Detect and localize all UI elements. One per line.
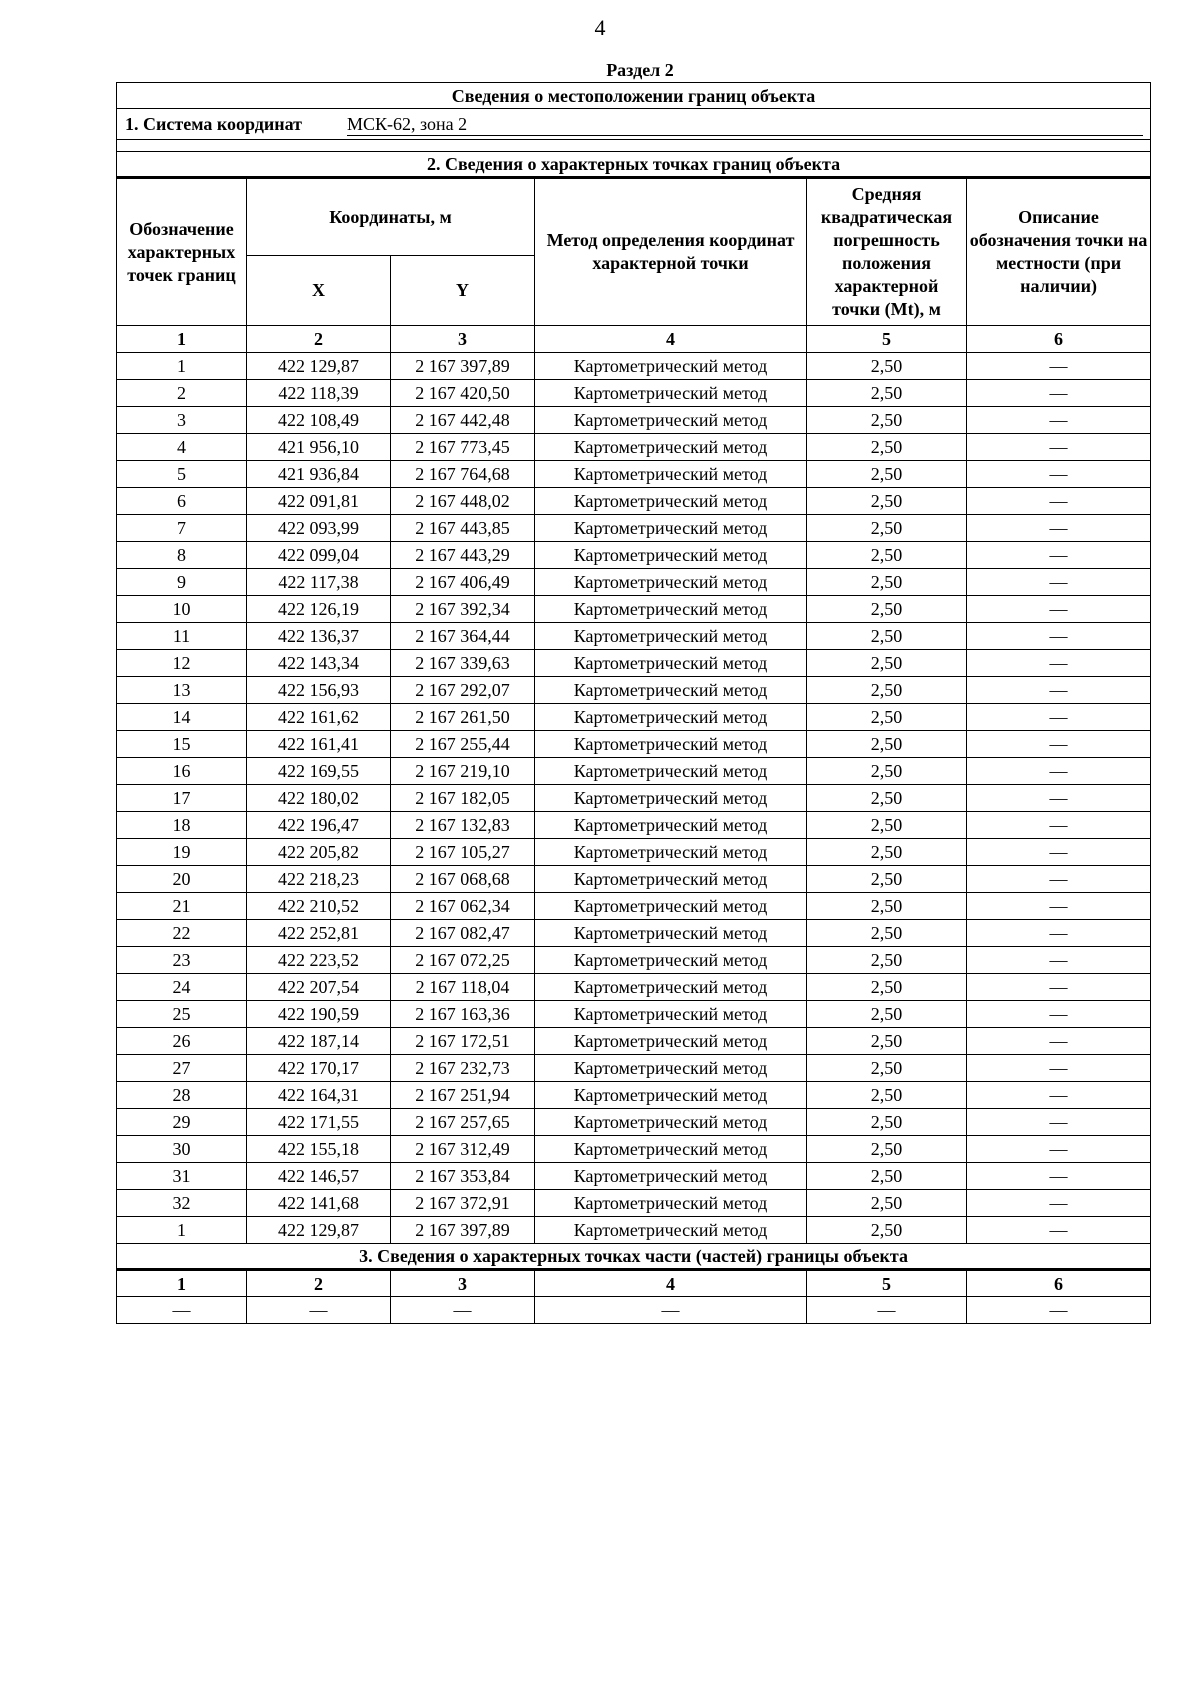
- error-cell: 2,50: [807, 731, 967, 758]
- method-cell: Картометрический метод: [535, 596, 807, 623]
- error-cell: 2,50: [807, 488, 967, 515]
- table-title-row: [117, 83, 1151, 109]
- y-coordinate-cell: 2 167 292,07: [391, 677, 535, 704]
- description-cell: —: [967, 704, 1151, 731]
- x-coordinate-cell: 422 196,47: [247, 812, 391, 839]
- error-cell: 2,50: [807, 1136, 967, 1163]
- description-cell: —: [967, 1217, 1151, 1244]
- description-cell: —: [967, 731, 1151, 758]
- table-row: [117, 542, 1151, 569]
- y-coordinate-cell: 2 167 261,50: [391, 704, 535, 731]
- subsection2-title-row: [117, 152, 1151, 178]
- description-cell: —: [967, 785, 1151, 812]
- table-row: [117, 704, 1151, 731]
- coordinate-system-cell: [117, 109, 1151, 140]
- table-row: [117, 434, 1151, 461]
- header-point: Обозначение характерных точек границ: [117, 178, 247, 326]
- y-coordinate-cell: 2 167 372,91: [391, 1190, 535, 1217]
- point-number-cell: 32: [117, 1190, 247, 1217]
- description-cell: —: [967, 596, 1151, 623]
- table-row: [117, 1163, 1151, 1190]
- x-coordinate-cell: 422 180,02: [247, 785, 391, 812]
- error-cell: 2,50: [807, 920, 967, 947]
- x-coordinate-cell: 422 156,93: [247, 677, 391, 704]
- x-coordinate-cell: 422 117,38: [247, 569, 391, 596]
- x-coordinate-cell: 422 207,54: [247, 974, 391, 1001]
- description-cell: —: [967, 677, 1151, 704]
- y-coordinate-cell: 2 167 443,29: [391, 542, 535, 569]
- table-row: [117, 461, 1151, 488]
- error-cell: 2,50: [807, 893, 967, 920]
- table-row: [117, 758, 1151, 785]
- header-coordinates: Координаты, м: [247, 178, 535, 256]
- table-row: [117, 623, 1151, 650]
- method-cell: Картометрический метод: [535, 1217, 807, 1244]
- point-number-cell: 31: [117, 1163, 247, 1190]
- description-cell: —: [967, 920, 1151, 947]
- point-number-cell: 21: [117, 893, 247, 920]
- table-row: [117, 893, 1151, 920]
- header-row-1: [117, 178, 1151, 256]
- column-number: 1: [117, 1270, 247, 1297]
- x-coordinate-cell: 422 155,18: [247, 1136, 391, 1163]
- y-coordinate-cell: 2 167 182,05: [391, 785, 535, 812]
- x-coordinate-cell: 422 093,99: [247, 515, 391, 542]
- spacer-cell: [117, 140, 1151, 152]
- x-coordinate-cell: 422 170,17: [247, 1055, 391, 1082]
- error-cell: 2,50: [807, 1190, 967, 1217]
- description-cell: —: [967, 893, 1151, 920]
- y-coordinate-cell: 2 167 062,34: [391, 893, 535, 920]
- point-number-cell: 2: [117, 380, 247, 407]
- y-coordinate-cell: 2 167 163,36: [391, 1001, 535, 1028]
- description-cell: —: [967, 434, 1151, 461]
- point-number-cell: 7: [117, 515, 247, 542]
- table-row: [117, 1055, 1151, 1082]
- page-number: 4: [594, 15, 606, 40]
- description-cell: —: [967, 812, 1151, 839]
- table-row: [117, 380, 1151, 407]
- y-coordinate-cell: 2 167 442,48: [391, 407, 535, 434]
- point-number-cell: 8: [117, 542, 247, 569]
- column-number: 3: [391, 326, 535, 353]
- method-cell: Картометрический метод: [535, 893, 807, 920]
- description-cell: —: [967, 866, 1151, 893]
- y-coordinate-cell: 2 167 397,89: [391, 1217, 535, 1244]
- description-cell: —: [967, 839, 1151, 866]
- header-method: Метод определения координат характерной точки: [535, 178, 807, 326]
- y-coordinate-cell: 2 167 406,49: [391, 569, 535, 596]
- y-coordinate-cell: 2 167 255,44: [391, 731, 535, 758]
- table-row: [117, 1190, 1151, 1217]
- part-cell: —: [967, 1297, 1151, 1324]
- table-row: [117, 488, 1151, 515]
- point-number-cell: 10: [117, 596, 247, 623]
- y-coordinate-cell: 2 167 339,63: [391, 650, 535, 677]
- x-coordinate-cell: 421 936,84: [247, 461, 391, 488]
- column-number: 2: [247, 1270, 391, 1297]
- description-cell: —: [967, 1190, 1151, 1217]
- column-number: 4: [535, 326, 807, 353]
- x-coordinate-cell: 422 171,55: [247, 1109, 391, 1136]
- method-cell: Картометрический метод: [535, 1082, 807, 1109]
- error-cell: 2,50: [807, 785, 967, 812]
- part-cell: —: [247, 1297, 391, 1324]
- point-number-cell: 14: [117, 704, 247, 731]
- column-number: 1: [117, 326, 247, 353]
- column-number: 4: [535, 1270, 807, 1297]
- description-cell: —: [967, 1109, 1151, 1136]
- error-cell: 2,50: [807, 353, 967, 380]
- method-cell: Картометрический метод: [535, 812, 807, 839]
- point-number-cell: 16: [117, 758, 247, 785]
- table-row: [117, 1136, 1151, 1163]
- method-cell: Картометрический метод: [535, 434, 807, 461]
- point-number-cell: 1: [117, 1217, 247, 1244]
- x-coordinate-cell: 422 252,81: [247, 920, 391, 947]
- y-coordinate-cell: 2 167 172,51: [391, 1028, 535, 1055]
- method-cell: Картометрический метод: [535, 974, 807, 1001]
- table-row: [117, 677, 1151, 704]
- table-row: [117, 812, 1151, 839]
- x-coordinate-cell: 422 108,49: [247, 407, 391, 434]
- point-number-cell: 20: [117, 866, 247, 893]
- table-row: [117, 1109, 1151, 1136]
- method-cell: Картометрический метод: [535, 704, 807, 731]
- point-number-cell: 27: [117, 1055, 247, 1082]
- table-title: Сведения о местоположении границ объекта: [117, 83, 1151, 109]
- method-cell: Картометрический метод: [535, 515, 807, 542]
- column-numbers-row: [117, 326, 1151, 353]
- method-cell: Картометрический метод: [535, 758, 807, 785]
- description-cell: —: [967, 1082, 1151, 1109]
- error-cell: 2,50: [807, 704, 967, 731]
- table-row: [117, 920, 1151, 947]
- point-number-cell: 11: [117, 623, 247, 650]
- y-coordinate-cell: 2 167 392,34: [391, 596, 535, 623]
- error-cell: 2,50: [807, 1028, 967, 1055]
- point-number-cell: 29: [117, 1109, 247, 1136]
- x-coordinate-cell: 422 210,52: [247, 893, 391, 920]
- description-cell: —: [967, 407, 1151, 434]
- point-number-cell: 9: [117, 569, 247, 596]
- y-coordinate-cell: 2 167 312,49: [391, 1136, 535, 1163]
- x-coordinate-cell: 422 146,57: [247, 1163, 391, 1190]
- column-number: 5: [807, 326, 967, 353]
- method-cell: Картометрический метод: [535, 569, 807, 596]
- y-coordinate-cell: 2 167 443,85: [391, 515, 535, 542]
- part-column-numbers-row: [117, 1270, 1151, 1297]
- description-cell: —: [967, 515, 1151, 542]
- coordinate-system-value: МСК-62, зона 2: [347, 113, 1143, 136]
- y-coordinate-cell: 2 167 764,68: [391, 461, 535, 488]
- x-coordinate-cell: 422 187,14: [247, 1028, 391, 1055]
- table-row: [117, 785, 1151, 812]
- table-row: [117, 353, 1151, 380]
- description-cell: —: [967, 488, 1151, 515]
- x-coordinate-cell: 422 190,59: [247, 1001, 391, 1028]
- column-number: 6: [967, 326, 1151, 353]
- error-cell: 2,50: [807, 1109, 967, 1136]
- part-cell: —: [391, 1297, 535, 1324]
- method-cell: Картометрический метод: [535, 461, 807, 488]
- description-cell: —: [967, 758, 1151, 785]
- column-number: 6: [967, 1270, 1151, 1297]
- point-number-cell: 30: [117, 1136, 247, 1163]
- description-cell: —: [967, 1055, 1151, 1082]
- error-cell: 2,50: [807, 569, 967, 596]
- y-coordinate-cell: 2 167 773,45: [391, 434, 535, 461]
- y-coordinate-cell: 2 167 364,44: [391, 623, 535, 650]
- point-number-cell: 12: [117, 650, 247, 677]
- description-cell: —: [967, 380, 1151, 407]
- error-cell: 2,50: [807, 677, 967, 704]
- x-coordinate-cell: 422 161,41: [247, 731, 391, 758]
- error-cell: 2,50: [807, 623, 967, 650]
- method-cell: Картометрический метод: [535, 1001, 807, 1028]
- method-cell: Картометрический метод: [535, 920, 807, 947]
- error-cell: 2,50: [807, 542, 967, 569]
- error-cell: 2,50: [807, 1163, 967, 1190]
- error-cell: 2,50: [807, 596, 967, 623]
- part-row: [117, 1297, 1151, 1324]
- header-error: Средняя квадратическая погрешность положения характерной точки (Mt), м: [807, 178, 967, 326]
- table-row: [117, 1082, 1151, 1109]
- error-cell: 2,50: [807, 947, 967, 974]
- y-coordinate-cell: 2 167 132,83: [391, 812, 535, 839]
- header-y: Y: [391, 256, 535, 326]
- table-row: [117, 866, 1151, 893]
- point-number-cell: 18: [117, 812, 247, 839]
- x-coordinate-cell: 422 091,81: [247, 488, 391, 515]
- method-cell: Картометрический метод: [535, 380, 807, 407]
- error-cell: 2,50: [807, 1082, 967, 1109]
- description-cell: —: [967, 650, 1151, 677]
- y-coordinate-cell: 2 167 448,02: [391, 488, 535, 515]
- part-cell: —: [535, 1297, 807, 1324]
- method-cell: Картометрический метод: [535, 785, 807, 812]
- error-cell: 2,50: [807, 866, 967, 893]
- part-cell: —: [807, 1297, 967, 1324]
- method-cell: Картометрический метод: [535, 623, 807, 650]
- error-cell: 2,50: [807, 974, 967, 1001]
- method-cell: Картометрический метод: [535, 839, 807, 866]
- error-cell: 2,50: [807, 1217, 967, 1244]
- description-cell: —: [967, 623, 1151, 650]
- table-row: [117, 650, 1151, 677]
- description-cell: —: [967, 542, 1151, 569]
- point-number-cell: 28: [117, 1082, 247, 1109]
- method-cell: Картометрический метод: [535, 1028, 807, 1055]
- x-coordinate-cell: 422 118,39: [247, 380, 391, 407]
- x-coordinate-cell: 422 129,87: [247, 1217, 391, 1244]
- method-cell: Картометрический метод: [535, 488, 807, 515]
- description-cell: —: [967, 353, 1151, 380]
- error-cell: 2,50: [807, 839, 967, 866]
- point-number-cell: 4: [117, 434, 247, 461]
- y-coordinate-cell: 2 167 420,50: [391, 380, 535, 407]
- table-row: [117, 407, 1151, 434]
- boundary-table: [116, 82, 1151, 1324]
- x-coordinate-cell: 422 205,82: [247, 839, 391, 866]
- y-coordinate-cell: 2 167 232,73: [391, 1055, 535, 1082]
- description-cell: —: [967, 569, 1151, 596]
- x-coordinate-cell: 422 161,62: [247, 704, 391, 731]
- x-coordinate-cell: 422 126,19: [247, 596, 391, 623]
- error-cell: 2,50: [807, 812, 967, 839]
- point-number-cell: 6: [117, 488, 247, 515]
- y-coordinate-cell: 2 167 251,94: [391, 1082, 535, 1109]
- points-body: [117, 353, 1151, 1244]
- column-number: 3: [391, 1270, 535, 1297]
- description-cell: —: [967, 461, 1151, 488]
- point-number-cell: 23: [117, 947, 247, 974]
- method-cell: Картометрический метод: [535, 947, 807, 974]
- table-row: [117, 731, 1151, 758]
- x-coordinate-cell: 422 129,87: [247, 353, 391, 380]
- subsection2-title: 2. Сведения о характерных точках границ объекта: [117, 152, 1151, 178]
- error-cell: 2,50: [807, 650, 967, 677]
- description-cell: —: [967, 1001, 1151, 1028]
- x-coordinate-cell: 421 956,10: [247, 434, 391, 461]
- point-number-cell: 15: [117, 731, 247, 758]
- description-cell: —: [967, 1028, 1151, 1055]
- header-x: X: [247, 256, 391, 326]
- description-cell: —: [967, 1163, 1151, 1190]
- table-row: [117, 515, 1151, 542]
- coordinate-system-row: [117, 109, 1151, 140]
- x-coordinate-cell: 422 141,68: [247, 1190, 391, 1217]
- y-coordinate-cell: 2 167 118,04: [391, 974, 535, 1001]
- point-number-cell: 1: [117, 353, 247, 380]
- spacer-row: [117, 140, 1151, 152]
- table-row: [117, 947, 1151, 974]
- x-coordinate-cell: 422 218,23: [247, 866, 391, 893]
- table-row: [117, 1217, 1151, 1244]
- point-number-cell: 17: [117, 785, 247, 812]
- method-cell: Картометрический метод: [535, 731, 807, 758]
- table-row: [117, 839, 1151, 866]
- error-cell: 2,50: [807, 380, 967, 407]
- y-coordinate-cell: 2 167 068,68: [391, 866, 535, 893]
- point-number-cell: 22: [117, 920, 247, 947]
- column-number: 5: [807, 1270, 967, 1297]
- table-row: [117, 1028, 1151, 1055]
- x-coordinate-cell: 422 169,55: [247, 758, 391, 785]
- point-number-cell: 25: [117, 1001, 247, 1028]
- method-cell: Картометрический метод: [535, 1163, 807, 1190]
- error-cell: 2,50: [807, 515, 967, 542]
- error-cell: 2,50: [807, 434, 967, 461]
- table-row: [117, 596, 1151, 623]
- method-cell: Картометрический метод: [535, 677, 807, 704]
- y-coordinate-cell: 2 167 219,10: [391, 758, 535, 785]
- y-coordinate-cell: 2 167 257,65: [391, 1109, 535, 1136]
- error-cell: 2,50: [807, 461, 967, 488]
- error-cell: 2,50: [807, 1001, 967, 1028]
- method-cell: Картометрический метод: [535, 542, 807, 569]
- method-cell: Картометрический метод: [535, 866, 807, 893]
- table-row: [117, 974, 1151, 1001]
- method-cell: Картометрический метод: [535, 1109, 807, 1136]
- point-number-cell: 19: [117, 839, 247, 866]
- method-cell: Картометрический метод: [535, 1136, 807, 1163]
- error-cell: 2,50: [807, 1055, 967, 1082]
- x-coordinate-cell: 422 143,34: [247, 650, 391, 677]
- point-number-cell: 13: [117, 677, 247, 704]
- description-cell: —: [967, 947, 1151, 974]
- method-cell: Картометрический метод: [535, 1055, 807, 1082]
- table-row: [117, 1001, 1151, 1028]
- point-number-cell: 3: [117, 407, 247, 434]
- method-cell: Картометрический метод: [535, 1190, 807, 1217]
- error-cell: 2,50: [807, 407, 967, 434]
- y-coordinate-cell: 2 167 397,89: [391, 353, 535, 380]
- y-coordinate-cell: 2 167 105,27: [391, 839, 535, 866]
- x-coordinate-cell: 422 136,37: [247, 623, 391, 650]
- method-cell: Картометрический метод: [535, 353, 807, 380]
- point-number-cell: 24: [117, 974, 247, 1001]
- y-coordinate-cell: 2 167 082,47: [391, 920, 535, 947]
- part-cell: —: [117, 1297, 247, 1324]
- error-cell: 2,50: [807, 758, 967, 785]
- x-coordinate-cell: 422 164,31: [247, 1082, 391, 1109]
- coordinate-system-label: 1. Система координат: [125, 113, 302, 134]
- point-number-cell: 26: [117, 1028, 247, 1055]
- subsection3-title: 3. Сведения о характерных точках части (частей) границы объекта: [117, 1244, 1151, 1270]
- method-cell: Картометрический метод: [535, 650, 807, 677]
- point-number-cell: 5: [117, 461, 247, 488]
- section-title: Раздел 2: [606, 60, 674, 80]
- x-coordinate-cell: 422 223,52: [247, 947, 391, 974]
- table-row: [117, 569, 1151, 596]
- y-coordinate-cell: 2 167 353,84: [391, 1163, 535, 1190]
- column-number: 2: [247, 326, 391, 353]
- description-cell: —: [967, 1136, 1151, 1163]
- x-coordinate-cell: 422 099,04: [247, 542, 391, 569]
- header-description: Описание обозначения точки на местности (при наличии): [967, 178, 1151, 326]
- subsection3-title-row: [117, 1244, 1151, 1270]
- y-coordinate-cell: 2 167 072,25: [391, 947, 535, 974]
- description-cell: —: [967, 974, 1151, 1001]
- method-cell: Картометрический метод: [535, 407, 807, 434]
